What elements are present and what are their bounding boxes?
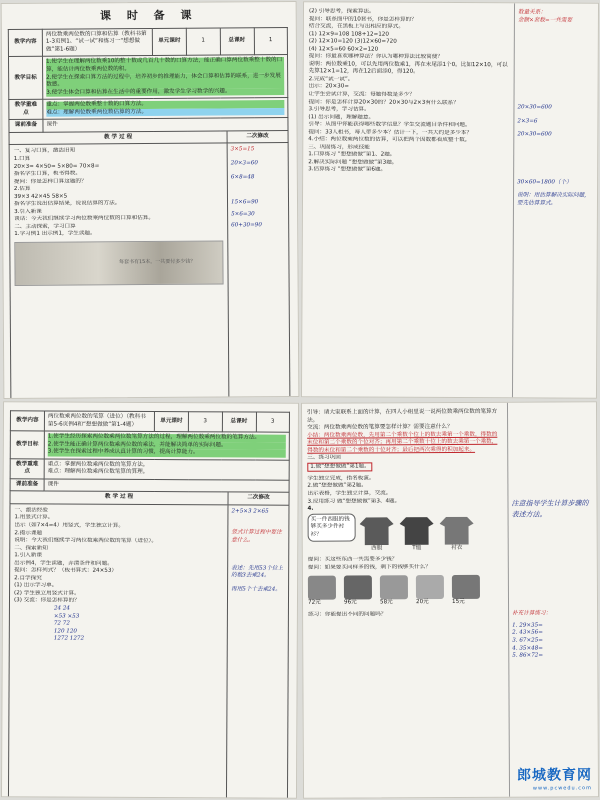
speech-bubble: 买一件西服的钱够买多少件衬衫？ [308, 513, 356, 542]
text-line: 指名学生口算，板书得数。 [13, 170, 81, 177]
total-value: 3 [256, 412, 290, 432]
text-line: 1.引入新课 [14, 552, 42, 559]
desk-lamp-icon [380, 576, 408, 600]
text-line: 说明：两位数乘10，可以先用两位数乘1，再在末尾添1个0。比如12×10，可以先算12×1=12，再在12后面添0，得120。 [308, 61, 508, 76]
text-line: 出示例4，学生读题，弄清条件和问题。 [14, 560, 113, 567]
text-line: 2.完成“试一试”。 [308, 76, 354, 83]
hand-note: 金额×套数=一共需要 [517, 16, 573, 24]
page2-main [302, 2, 514, 397]
goals-cell [44, 431, 289, 460]
text-line: 提问：买这些东西一共需要多少钱？ [307, 556, 398, 563]
logo-text: 郎城教育网 [516, 767, 592, 785]
hand-note: 1. 29×35= [512, 622, 543, 629]
shirt-item [440, 517, 474, 553]
calc-line: 1272 1272 [53, 635, 85, 642]
lesson-page-3 [1, 401, 299, 799]
text-line: 提问：你是怎样计算20×30的？20×30与2×3有什么联系？ [308, 98, 459, 106]
prep-value: 课件 [44, 479, 289, 493]
shirt-row [360, 517, 474, 553]
key-item: 难点：理解两位数乘两位数估算的方法。 [46, 108, 284, 117]
vertical-calculation [54, 606, 223, 645]
hand-note: 60+30=90 [231, 222, 262, 229]
goals-label: 教学目标 [8, 57, 42, 100]
text-line: 谈话：今天我们继续学习两位数乘两位数的口算和估算。 [14, 215, 155, 223]
goods-price: 20元 [415, 599, 429, 606]
hand-note: 5×6=30 [231, 210, 255, 218]
text-line: (1) 出示问题，理解题意。 [308, 113, 375, 121]
hand-note: 20×30=600 [517, 131, 552, 138]
text-line: 提问：33人租书，每人带多少本？估计一下，一共大约是多少本？ [308, 129, 473, 136]
goal-item: 3.使学生体会口算和估算在生活中的重要作用，激发学生学习数学的兴趣。 [46, 88, 284, 97]
text-line: 1.口算练习 “想想做做”第1、2题。 [308, 151, 396, 159]
text-line: 提问：如果要买同样多的钱，剩下的钱够买什么？ [307, 563, 431, 571]
page4-revision-notes [507, 402, 598, 796]
exercise-illustration [308, 512, 503, 557]
goal-item: 3.使学生在探索过程中养成认真计算的习惯，提高计算能力。 [48, 449, 286, 458]
total-label: 总课时 [222, 412, 256, 432]
hand-note: 6×8=48 [230, 173, 255, 180]
goods-price: 72元 [307, 599, 321, 607]
text-line: 1.做“想想做做”第1题。 [307, 462, 373, 472]
text-line: 三、练习巩固 [307, 454, 341, 462]
unit-value: 3 [188, 412, 222, 432]
calc-line: ×53 ×53 [53, 613, 80, 620]
text-line: 一、复习口算，激活旧知 [13, 147, 76, 155]
goods-row [308, 575, 503, 608]
calc-line: 24 24 [53, 605, 70, 612]
process-main [8, 504, 228, 799]
text-line: 二、主动探索，学习口算 [14, 223, 76, 230]
text-line: (2) 引导思考，探索算法。 [308, 8, 375, 15]
unit-value: 1 [186, 28, 220, 56]
text-line: 2.自学探究 [14, 575, 42, 582]
hand-note: 4. 35×48= [512, 645, 544, 652]
key-item: 难点：理解两位数乘两位数笔算的算理。 [47, 468, 149, 476]
text-line: (3) 交流：你是怎样算的？ [13, 597, 80, 605]
lesson-page-1 [1, 1, 300, 399]
text-line: 3.估算练习 “想想做做”第6题。 [308, 166, 387, 174]
key-item: 重点：掌握两位数乘两位数的笔算方法。 [47, 461, 149, 468]
revision-notes [228, 143, 291, 399]
text-line: 出示（如7×4=4）用竖式，学生独立计算。 [14, 522, 124, 529]
calc-line: 120 120 [53, 628, 77, 635]
goods-price: 96元 [343, 599, 357, 606]
hand-note: 3×5=15 [230, 146, 255, 153]
lesson-header-table [10, 410, 290, 493]
lamp-icon [308, 576, 336, 600]
shirt-item [360, 517, 394, 553]
hand-note: 注意指导学生计算步骤的表述方法。 [511, 499, 589, 519]
text-line: 1.学习例1 出示例1，学生读题。 [14, 230, 96, 238]
goal-item: 2.使学生能正确计算两位数乘两位数的乘法，并能解决简单的实际问题。 [48, 441, 286, 450]
revision-notes [226, 505, 288, 798]
calc-line: 72 72 [53, 620, 70, 627]
hand-note: 2. 43×56= [512, 629, 543, 637]
shirt-label: T恤 [412, 544, 422, 551]
prep-label: 课前准备 [9, 120, 43, 133]
process-main [10, 144, 231, 399]
text-line: 4.小结：两位数乘两位数的估算，可以把两个因数都看成整十数。 [308, 136, 471, 144]
text-line: 2.做“想想做做”第2题。 [307, 482, 367, 490]
text-line: 三、巩固练习，形成技能 [308, 144, 370, 151]
goods-item [452, 575, 480, 607]
goods-price: 15元 [451, 599, 465, 606]
text-line: 出示表格，学生独立计算，交流。 [307, 490, 392, 497]
revise-label: 二次修改 [247, 494, 270, 502]
total-value: 1 [254, 27, 288, 55]
text-line: 提问：你是怎样口算这题的？ [13, 178, 87, 185]
hand-note: 5. 86×72= [512, 652, 544, 659]
goal-item: 1.使学生在理解两位数乘10的整十数或几百几十数的口算方法，能正确口算两位数乘整十数的口算，能估计两位数乘两位数的积。 [46, 57, 283, 73]
shirt-label: 衬衣 [451, 544, 463, 551]
hand-note: 2+5×3 2×65 [231, 508, 269, 515]
text-line: 一、激活经验 [14, 507, 49, 514]
revise-label: 二次修改 [246, 133, 269, 140]
text-line: 提问：怎样列式？（板书算式：24×53） [14, 567, 118, 575]
goals-label: 教学目标 [10, 431, 44, 459]
text-line: 提问：你最喜欢哪种算法？你认为哪种算法比较简便？ [308, 53, 444, 61]
summary-text: 小结：两位数乘两位数，先用第二个乘数个位上的数去乘第一个乘数，得数的末位和第二个乘数的个位对齐；再用第二个乘数十位上的数去乘第一个乘数，得数的末位和第二个乘数的十位对齐；最后把两次乘得的积加起来。 [307, 431, 498, 454]
text-line: (2) 12×10=120 (3)12×60=720 [308, 38, 397, 45]
key-cell [44, 459, 289, 480]
text-line: 交流：两位数乘两位数的笔算要怎样计算？需要注意什么？ [307, 424, 453, 431]
site-logo[interactable] [517, 767, 592, 793]
textbook-illustration [14, 240, 223, 285]
page-title: 课 时 备 课 [99, 8, 198, 23]
text-line: 出示：20×30= [308, 83, 350, 90]
lesson-page-2 [301, 1, 599, 399]
logo-url: www.pcwedu.com [532, 785, 593, 792]
hand-note: 20×3=60 [230, 160, 258, 167]
text-line: 二、探索新知 [14, 544, 48, 552]
unit-label: 单元课时 [154, 412, 188, 432]
text-line: 指名学生说出估算结果，说说估算的方法。 [14, 200, 121, 208]
hand-note: 3. 67×25= [512, 637, 543, 644]
text-line: 39×3 42×45 58×5 [13, 193, 68, 200]
text-line: (2) 学生独立用竖式计算。 [14, 590, 80, 597]
unit-label: 单元课时 [152, 28, 186, 56]
text-line: (4) 12×5=60 60×2=120 [308, 45, 379, 53]
page4-main [302, 403, 509, 798]
hand-note: 30×60=1800（个） [517, 179, 572, 186]
shirt-icon [440, 517, 474, 545]
goal-item: 2.使学生在探索口算方法的过程中，培养初步的推理能力，体会口算和估算的联系，进一步发展数感。 [46, 73, 284, 90]
illustration-caption: 每套书有15本，一共要付多少钱？ [118, 258, 196, 265]
goods-item [344, 576, 372, 608]
text-line: 1.用竖式计算。 [14, 514, 54, 521]
content-label: 教学内容 [8, 29, 42, 57]
shirt-item [400, 517, 434, 553]
text-line: 3.引导思考，学习估算。 [308, 106, 370, 113]
pencil-case-icon [416, 575, 444, 599]
text-line: 引导：请大家联系上面的计算，在四人小组里说一说两位数乘两位数的笔算方法。 [307, 408, 498, 424]
text-line: 3.引入新课 [14, 208, 42, 215]
prep-label: 课前准备 [10, 479, 44, 492]
hand-note: 说明：用估算解决实际问题，要先估算算式。 [516, 192, 590, 207]
shirt-icon [400, 517, 434, 545]
text-line: 说明：今天我们继续学习两位数乘两位数的笔算（进位）。 [14, 537, 157, 545]
content-label: 教学内容 [10, 411, 44, 431]
text-line: 2.估算 [13, 185, 31, 193]
text-line: 引导：从图中你能获得哪些数学信息？学生交流题目条件和问题。 [308, 121, 471, 129]
total-label: 总课时 [220, 28, 254, 56]
chair-icon [344, 576, 372, 600]
calculator-icon [452, 575, 480, 599]
goal-item: 1.使学生经历探索两位数乘两位数笔算方法的过程，理解两位数乘两位数的笔算方法。 [48, 434, 286, 443]
goods-price: 58元 [379, 599, 393, 606]
hand-note: 补充计算练习： [512, 610, 552, 618]
goods-item [416, 575, 444, 607]
text-line: (1) 12×9=108 108+12=120 [308, 30, 389, 38]
shirt-label: 西服 [371, 545, 383, 552]
prep-value: 课件 [43, 118, 288, 132]
hand-note: 数量关系： [517, 9, 546, 16]
key-item: 重点：掌握两位数乘整十数的口算方法。 [46, 100, 284, 109]
hand-note: 15×6=90 [230, 199, 259, 206]
goods-item [380, 576, 408, 608]
lesson-header-table [8, 27, 289, 133]
content-value: 两位数乘两位数的口算和估算（教科书第1-3页例1、“试一试”和练习一“想想做做”第1-6题） [42, 28, 152, 56]
goods-item [308, 576, 336, 608]
process-body [9, 143, 292, 399]
text-line: 4. [307, 505, 314, 512]
process-label: 教 学 过 程 [11, 492, 229, 505]
process-label: 教 学 过 程 [10, 131, 228, 144]
page2-revision-notes [512, 3, 598, 397]
text-line: 结合交流，在黑板上写出相应的算式。 [308, 23, 405, 30]
shirt-icon [360, 517, 394, 545]
text-line: 提问：联系图中的10套书，你是怎样算的？ [308, 15, 417, 23]
text-line: 2.揭示课题 [14, 529, 43, 536]
text-line: 20×3= 4×50= 5×80= 70×8= [13, 162, 100, 170]
hand-note: 20×30=600 [517, 104, 552, 111]
text-line: 学生独立完成，指名板演。 [307, 475, 375, 482]
key-label: 教学重难点 [9, 99, 43, 119]
hand-note: 2×3=6 [517, 117, 538, 125]
text-line: 让学生尝试计算，交流：每题得数是多少？ [308, 91, 415, 98]
lesson-page-4 [301, 401, 599, 799]
text-line: 2.解决实际问题 “想想做做”第3题。 [308, 159, 398, 166]
content-value: 两位数乘两位数的笔算（进位）（教科书第5-6页例4和“想想做做”第1-4题） [44, 411, 154, 432]
key-label: 教学重难点 [10, 459, 44, 479]
hand-note: 再用5个十去乘24。 [231, 586, 281, 593]
hand-note: 竖式计算过程中要注意什么。 [231, 529, 282, 544]
hand-note: 表述：先用53个位上的数3去乘24。 [231, 564, 284, 579]
text-line: 3.应用练习 做“想想做做”第3、4题。 [307, 497, 401, 505]
text-line: 练习：你能提出不同的问题吗？ [308, 611, 387, 618]
key-cell [43, 98, 288, 120]
text-line: (1) 出示学习单。 [14, 582, 58, 589]
process-body [7, 504, 289, 799]
goals-cell [42, 55, 287, 99]
text-line: 1.口算 [13, 155, 31, 162]
